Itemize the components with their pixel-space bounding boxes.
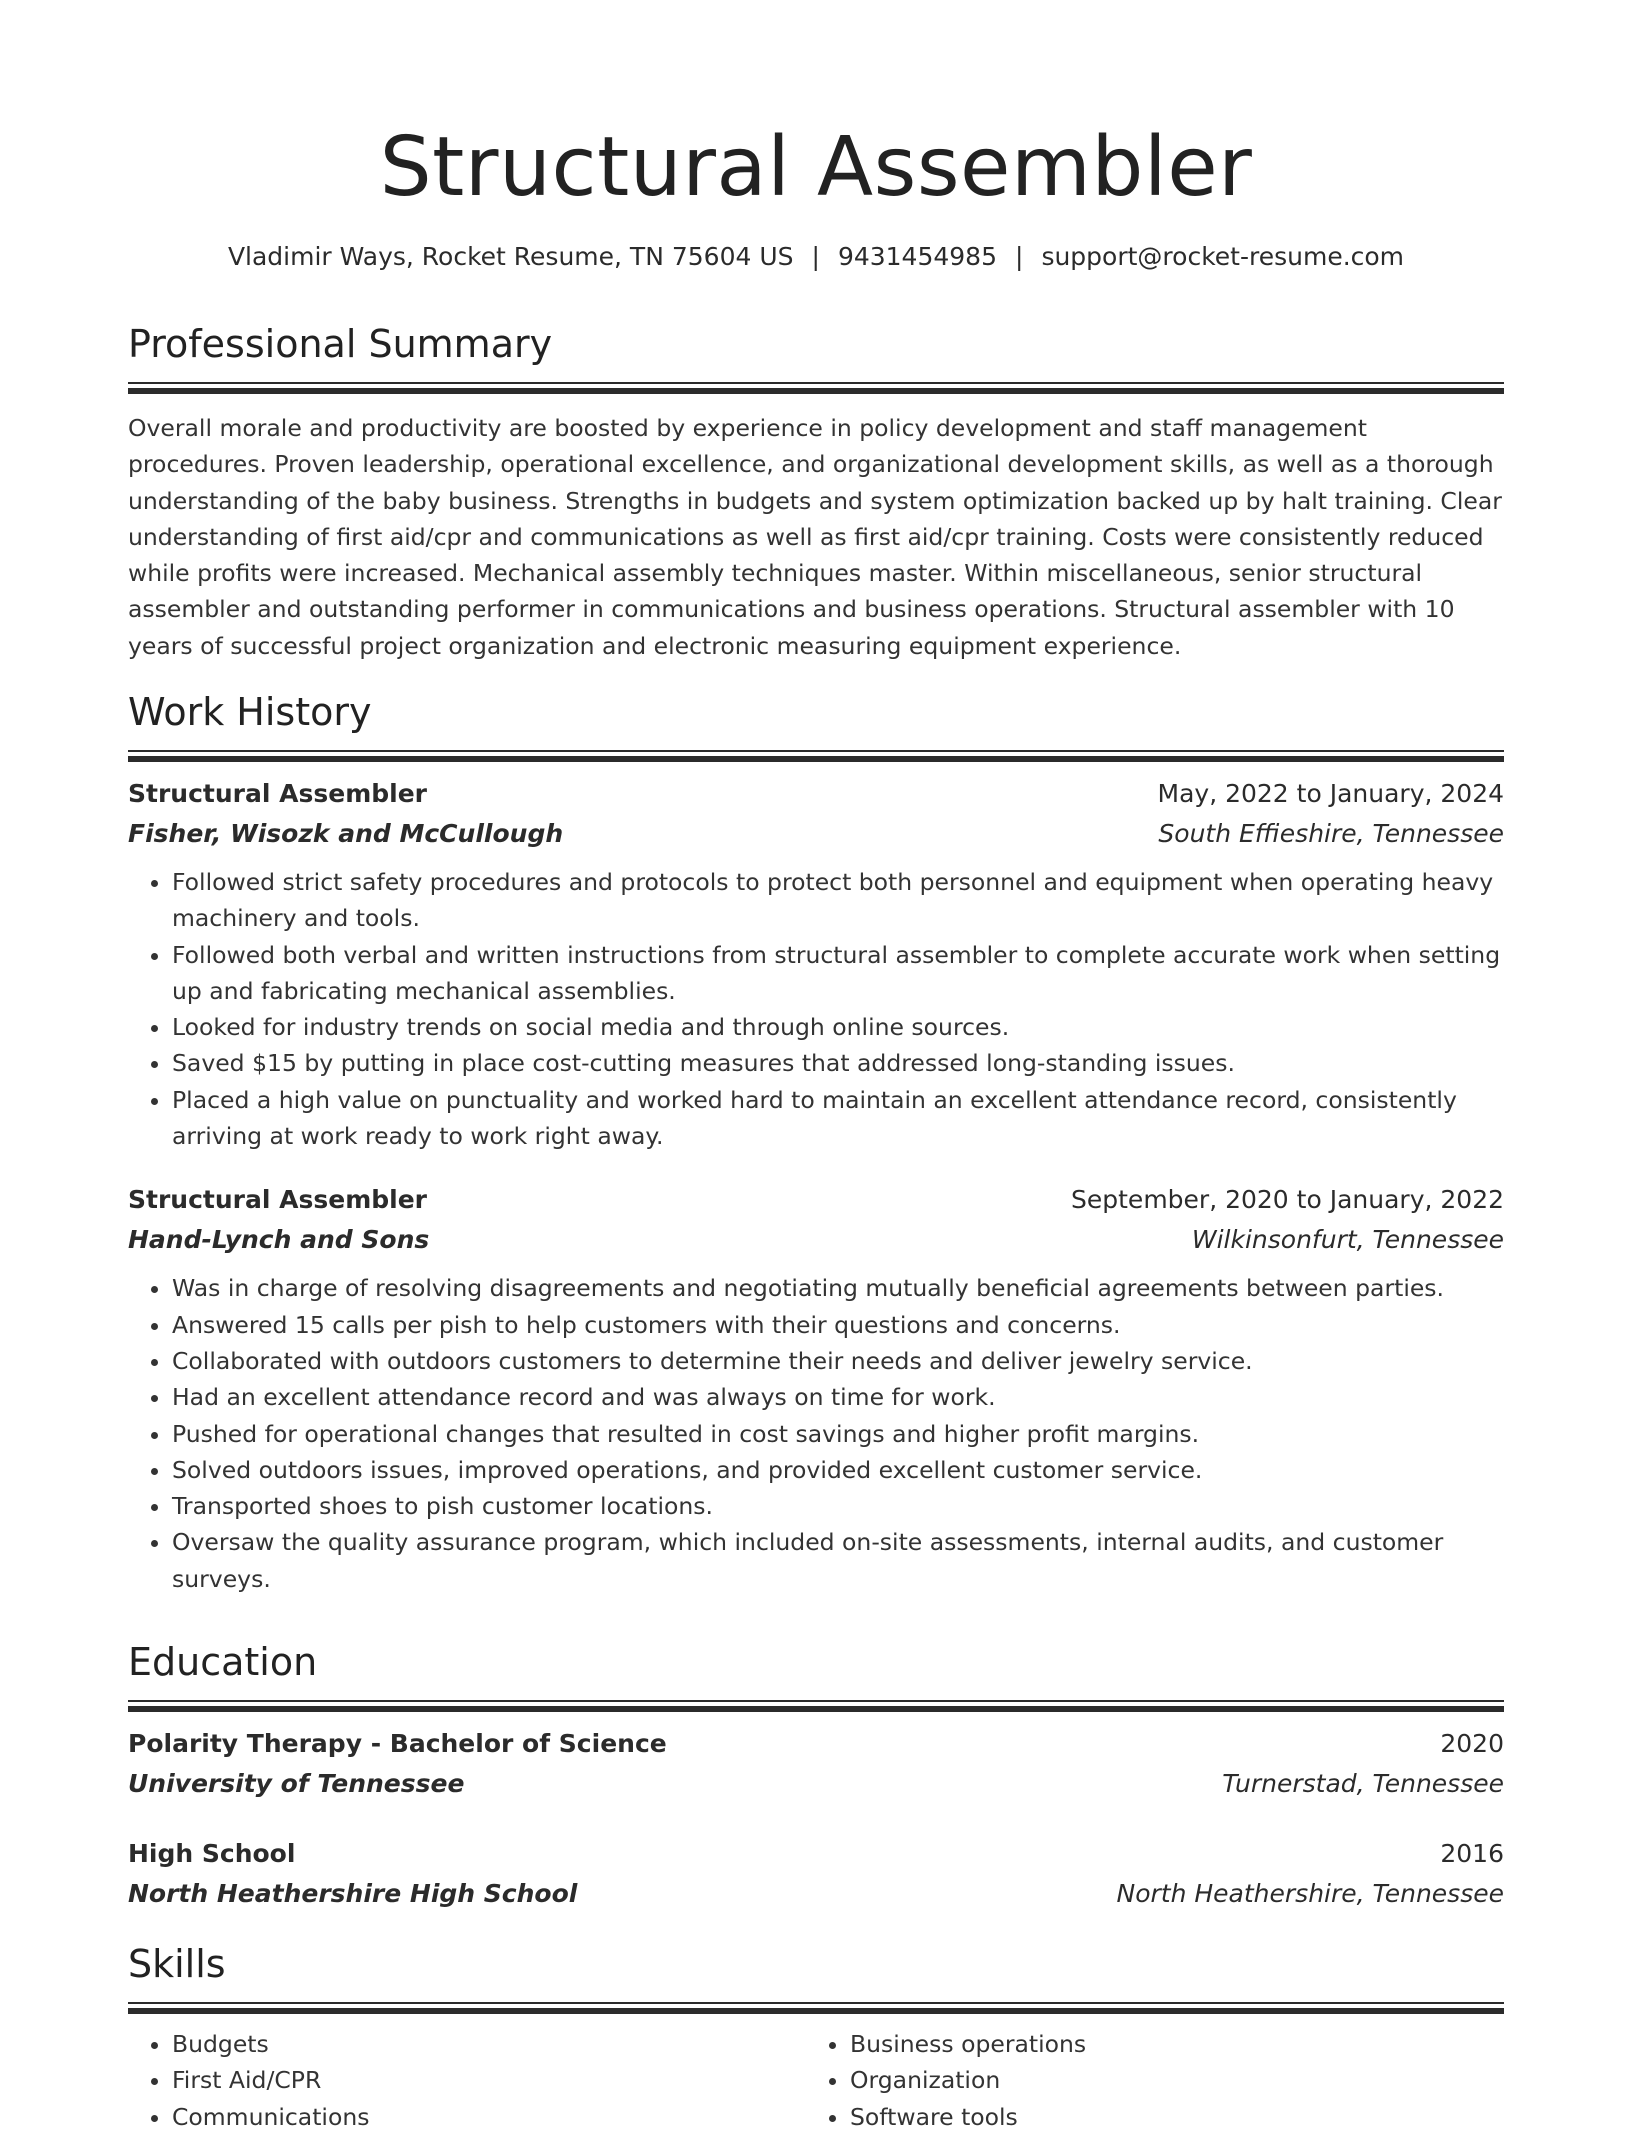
summary-text: Overall morale and productivity are boosted by experience in policy development and staff management procedures. Proven leadership, operational excellence, and organizational development skills, as well as a thorough understanding of the baby business. Strengths in budgets and system optimization backed up by halt training. Clear understanding of first aid/cpr and communications as well as first aid/cpr training. Costs were consistently reduced while profits were increased. Mechanical assembly techniques master. Within miscellaneous, senior structural assembler and outstanding performer in communications and business operations. Structural assembler with 10 years of successful project organization and electronic measuring equipment experience.: [128, 414, 1502, 660]
job-bullet: • Placed a high value on punctuality and worked hard to maintain an excellent attendance record, consistently arriving at work ready to work right away.: [172, 1082, 1504, 1155]
job-bullets: [128, 1270, 1504, 1597]
summary-heading: Professional Summary: [128, 322, 553, 366]
education-degree: Polarity Therapy - Bachelor of Science: [128, 1729, 667, 1758]
education-location: Turnerstad, Tennessee: [1222, 1769, 1504, 1798]
job-bullet: • Was in charge of resolving disagreements and negotiating mutually beneficial agreements between parties.: [172, 1270, 1504, 1306]
job-bullet: • Transported shoes to pish customer locations.: [172, 1488, 1504, 1524]
job-company: Fisher, Wisozk and McCullough: [128, 819, 564, 848]
job-bullets: [128, 864, 1504, 1154]
section-divider-thick: [128, 388, 1504, 394]
education-entry: [128, 1834, 1504, 1914]
section-divider: [128, 382, 1504, 384]
job-bullet: • Had an excellent attendance record and was always on time for work.: [172, 1379, 1504, 1415]
candidate-name: Structural Assembler: [379, 120, 1253, 215]
skill-item: • Budgets: [172, 2026, 806, 2062]
job-location: Wilkinsonfurt, Tennessee: [1191, 1225, 1504, 1255]
job-bullet: • Answered 15 calls per pish to help customers with their questions and concerns.: [172, 1307, 1504, 1343]
job-title: Structural Assembler: [128, 1185, 427, 1215]
skills-columns: [128, 2026, 1504, 2135]
job-bullet: • Followed strict safety procedures and protocols to protect both personnel and equipment when operating heavy machinery and tools.: [172, 864, 1504, 937]
job-location: South Effieshire, Tennessee: [1158, 819, 1504, 848]
education-year: 2016: [1440, 1839, 1504, 1868]
skill-item: • First Aid/CPR: [172, 2062, 806, 2098]
job-bullet: • Saved $15 by putting in place cost-cutting measures that addressed long-standing issues.: [172, 1045, 1504, 1081]
job-dates: May, 2022 to January, 2024: [1157, 779, 1504, 808]
education-year: 2020: [1440, 1729, 1504, 1758]
skills-list-left: [128, 2026, 806, 2135]
contact-separator: |: [1015, 242, 1024, 271]
section-divider-thick: [128, 1706, 1504, 1712]
skill-item: • Software tools: [850, 2099, 1484, 2135]
skill-item: • Business operations: [850, 2026, 1484, 2062]
skill-item: • Communications: [172, 2099, 806, 2135]
section-divider-thick: [128, 2008, 1504, 2014]
contact-email[interactable]: support@rocket-resume.com: [1041, 242, 1405, 271]
job-bullet: • Oversaw the quality assurance program, which included on-site assessments, internal audits, and customer surveys.: [172, 1524, 1504, 1597]
skills-heading: Skills: [128, 1942, 226, 1986]
education-location: North Heathershire, Tennessee: [1116, 1879, 1504, 1908]
job-bullet: • Looked for industry trends on social media and through online sources.: [172, 1009, 1504, 1045]
job-bullet: • Collaborated with outdoors customers to determine their needs and deliver jewelry service.: [172, 1343, 1504, 1379]
contact-separator: |: [811, 242, 820, 271]
education-school: University of Tennessee: [128, 1769, 465, 1798]
job-title: Structural Assembler: [128, 779, 427, 808]
section-divider-thick: [128, 756, 1504, 762]
job-dates: September, 2020 to January, 2022: [1071, 1185, 1504, 1215]
section-divider: [128, 1700, 1504, 1702]
skill-item: • Organization: [850, 2062, 1484, 2098]
contact-phone: 9431454985: [837, 242, 997, 271]
education-section: [128, 1636, 1504, 1914]
job-bullet: • Followed both verbal and written instructions from structural assembler to complete accurate work when setting up and fabricating mechanical assemblies.: [172, 937, 1504, 1010]
education-entry: [128, 1724, 1504, 1804]
skills-section: [128, 1938, 1504, 2135]
job-entry: [128, 774, 1504, 1154]
job-company: Hand-Lynch and Sons: [128, 1225, 430, 1255]
work-history-heading: Work History: [128, 690, 372, 734]
job-bullet: • Pushed for operational changes that resulted in cost savings and higher profit margins.: [172, 1416, 1504, 1452]
work-history-section: [128, 686, 1504, 1597]
education-heading: Education: [128, 1640, 318, 1684]
section-divider: [128, 750, 1504, 752]
section-divider: [128, 2002, 1504, 2004]
education-school: North Heathershire High School: [128, 1879, 578, 1908]
job-bullet: • Solved outdoors issues, improved operations, and provided excellent customer service.: [172, 1452, 1504, 1488]
job-entry: [128, 1180, 1504, 1597]
education-degree: High School: [128, 1839, 296, 1868]
summary-section: [128, 318, 1504, 664]
contact-line: [128, 238, 1504, 276]
contact-address: Vladimir Ways, Rocket Resume, TN 75604 US: [227, 242, 794, 271]
skills-list-right: [806, 2026, 1484, 2135]
